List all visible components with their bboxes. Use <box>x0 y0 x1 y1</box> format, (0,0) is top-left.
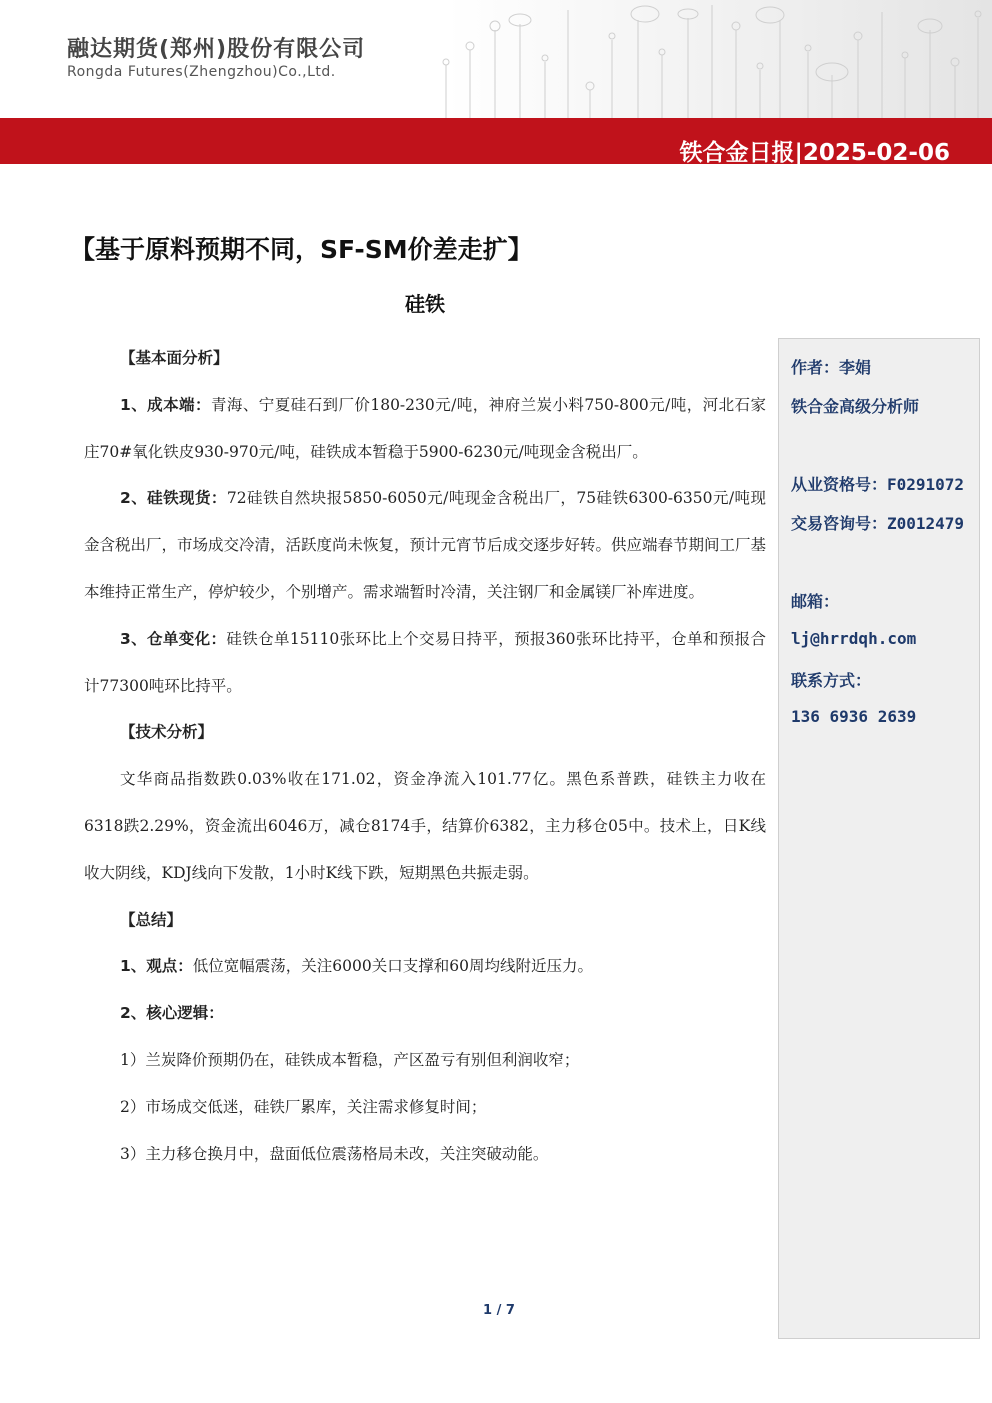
page-number: 1 / 7 <box>483 1303 515 1318</box>
report-header <box>0 0 992 118</box>
email-link[interactable]: lj@hrrdqh.com <box>791 629 917 648</box>
consult-number: 交易咨询号：Z0012479 <box>791 514 965 533</box>
paragraph-technical: 文华商品指数跌0.03%收在171.02，资金净流入101.77亿。黑色系普跌，硅铁主力收在6318跌2.29%，资金流出6046万，减仓8174手，结算价6382，主力移仓05中。技术上，日K线收大阴线，KDJ线向下发散，1小时K线下跌，短期黑色共振走弱。 <box>84 770 766 882</box>
section-title-summary: 【总结】 <box>120 910 183 929</box>
text-view: 低位宽幅震荡，关注6000关口支撑和60周均线附近压力。 <box>192 957 593 976</box>
company-name-cn: 融达期货(郑州)股份有限公司 <box>67 37 366 62</box>
paragraph-view <box>84 943 766 990</box>
subject-title: 硅铁 <box>405 292 445 316</box>
paragraph-logic-label <box>84 990 766 1037</box>
qualification-number: 从业资格号：F0291072 <box>791 475 965 494</box>
logic-item-2: 2）市场成交低迷，硅铁厂累库，关注需求修复时间； <box>120 1097 487 1116</box>
paragraph-spot <box>84 475 766 615</box>
text-cost: 青海、宁夏硅石到厂价180-230元/吨，神府兰炭小料750-800元/吨，河北石家庄70#氧化铁皮930-970元/吨，硅铁成本暂稳于5900-6230元/吨现金含税出厂。 <box>84 395 766 461</box>
author-role: 铁合金高级分析师 <box>791 397 920 416</box>
paragraph-cost <box>84 382 766 476</box>
label-spot: 2、硅铁现货： <box>120 489 227 508</box>
email-label: 邮箱： <box>791 592 840 611</box>
section-title-technical: 【技术分析】 <box>120 723 214 742</box>
phone-number: 136 6936 2639 <box>791 707 917 726</box>
report-title: 铁合金日报|2025-02-06 <box>679 140 950 166</box>
label-warrant: 3、仓单变化： <box>120 629 227 648</box>
text-spot: 72硅铁自然块报5850-6050元/吨现金含税出厂，75硅铁6300-6350元/吨现金含税出厂，市场成交冷清，活跃度尚未恢复，预计元宵节后成交逐步好转。供应端春节期间工厂基本维持正常生产，停炉较少，个别增产。需求端暂时冷清，关注钢厂和金属镁厂补库进度。 <box>84 489 767 601</box>
headline: 【基于原料预期不同，SF-SM价差走扩】 <box>70 235 533 264</box>
author-sidebar <box>778 338 980 1339</box>
label-view: 1、观点： <box>120 957 193 976</box>
label-cost: 1、成本端： <box>120 395 211 414</box>
author-name: 作者：李娟 <box>791 358 872 377</box>
logic-item-1: 1）兰炭降价预期仍在，硅铁成本暂稳，产区盈亏有别但利润收窄； <box>120 1050 580 1069</box>
logic-item-3: 3）主力移仓换月中，盘面低位震荡格局未改，关注突破动能。 <box>120 1144 549 1163</box>
section-title-fundamental: 【基本面分析】 <box>120 349 229 367</box>
paragraph-warrant <box>84 616 766 710</box>
report-body <box>84 335 766 1177</box>
contact-label: 联系方式： <box>791 671 872 690</box>
company-name-en: Rongda Futures(Zhengzhou)Co.,Ltd. <box>67 64 336 80</box>
label-logic: 2、核心逻辑： <box>120 1004 224 1023</box>
text-warrant: 硅铁仓单15110张环比上个交易日持平，预报360张环比持平，仓单和预报合计77300吨环比持平。 <box>84 629 766 695</box>
